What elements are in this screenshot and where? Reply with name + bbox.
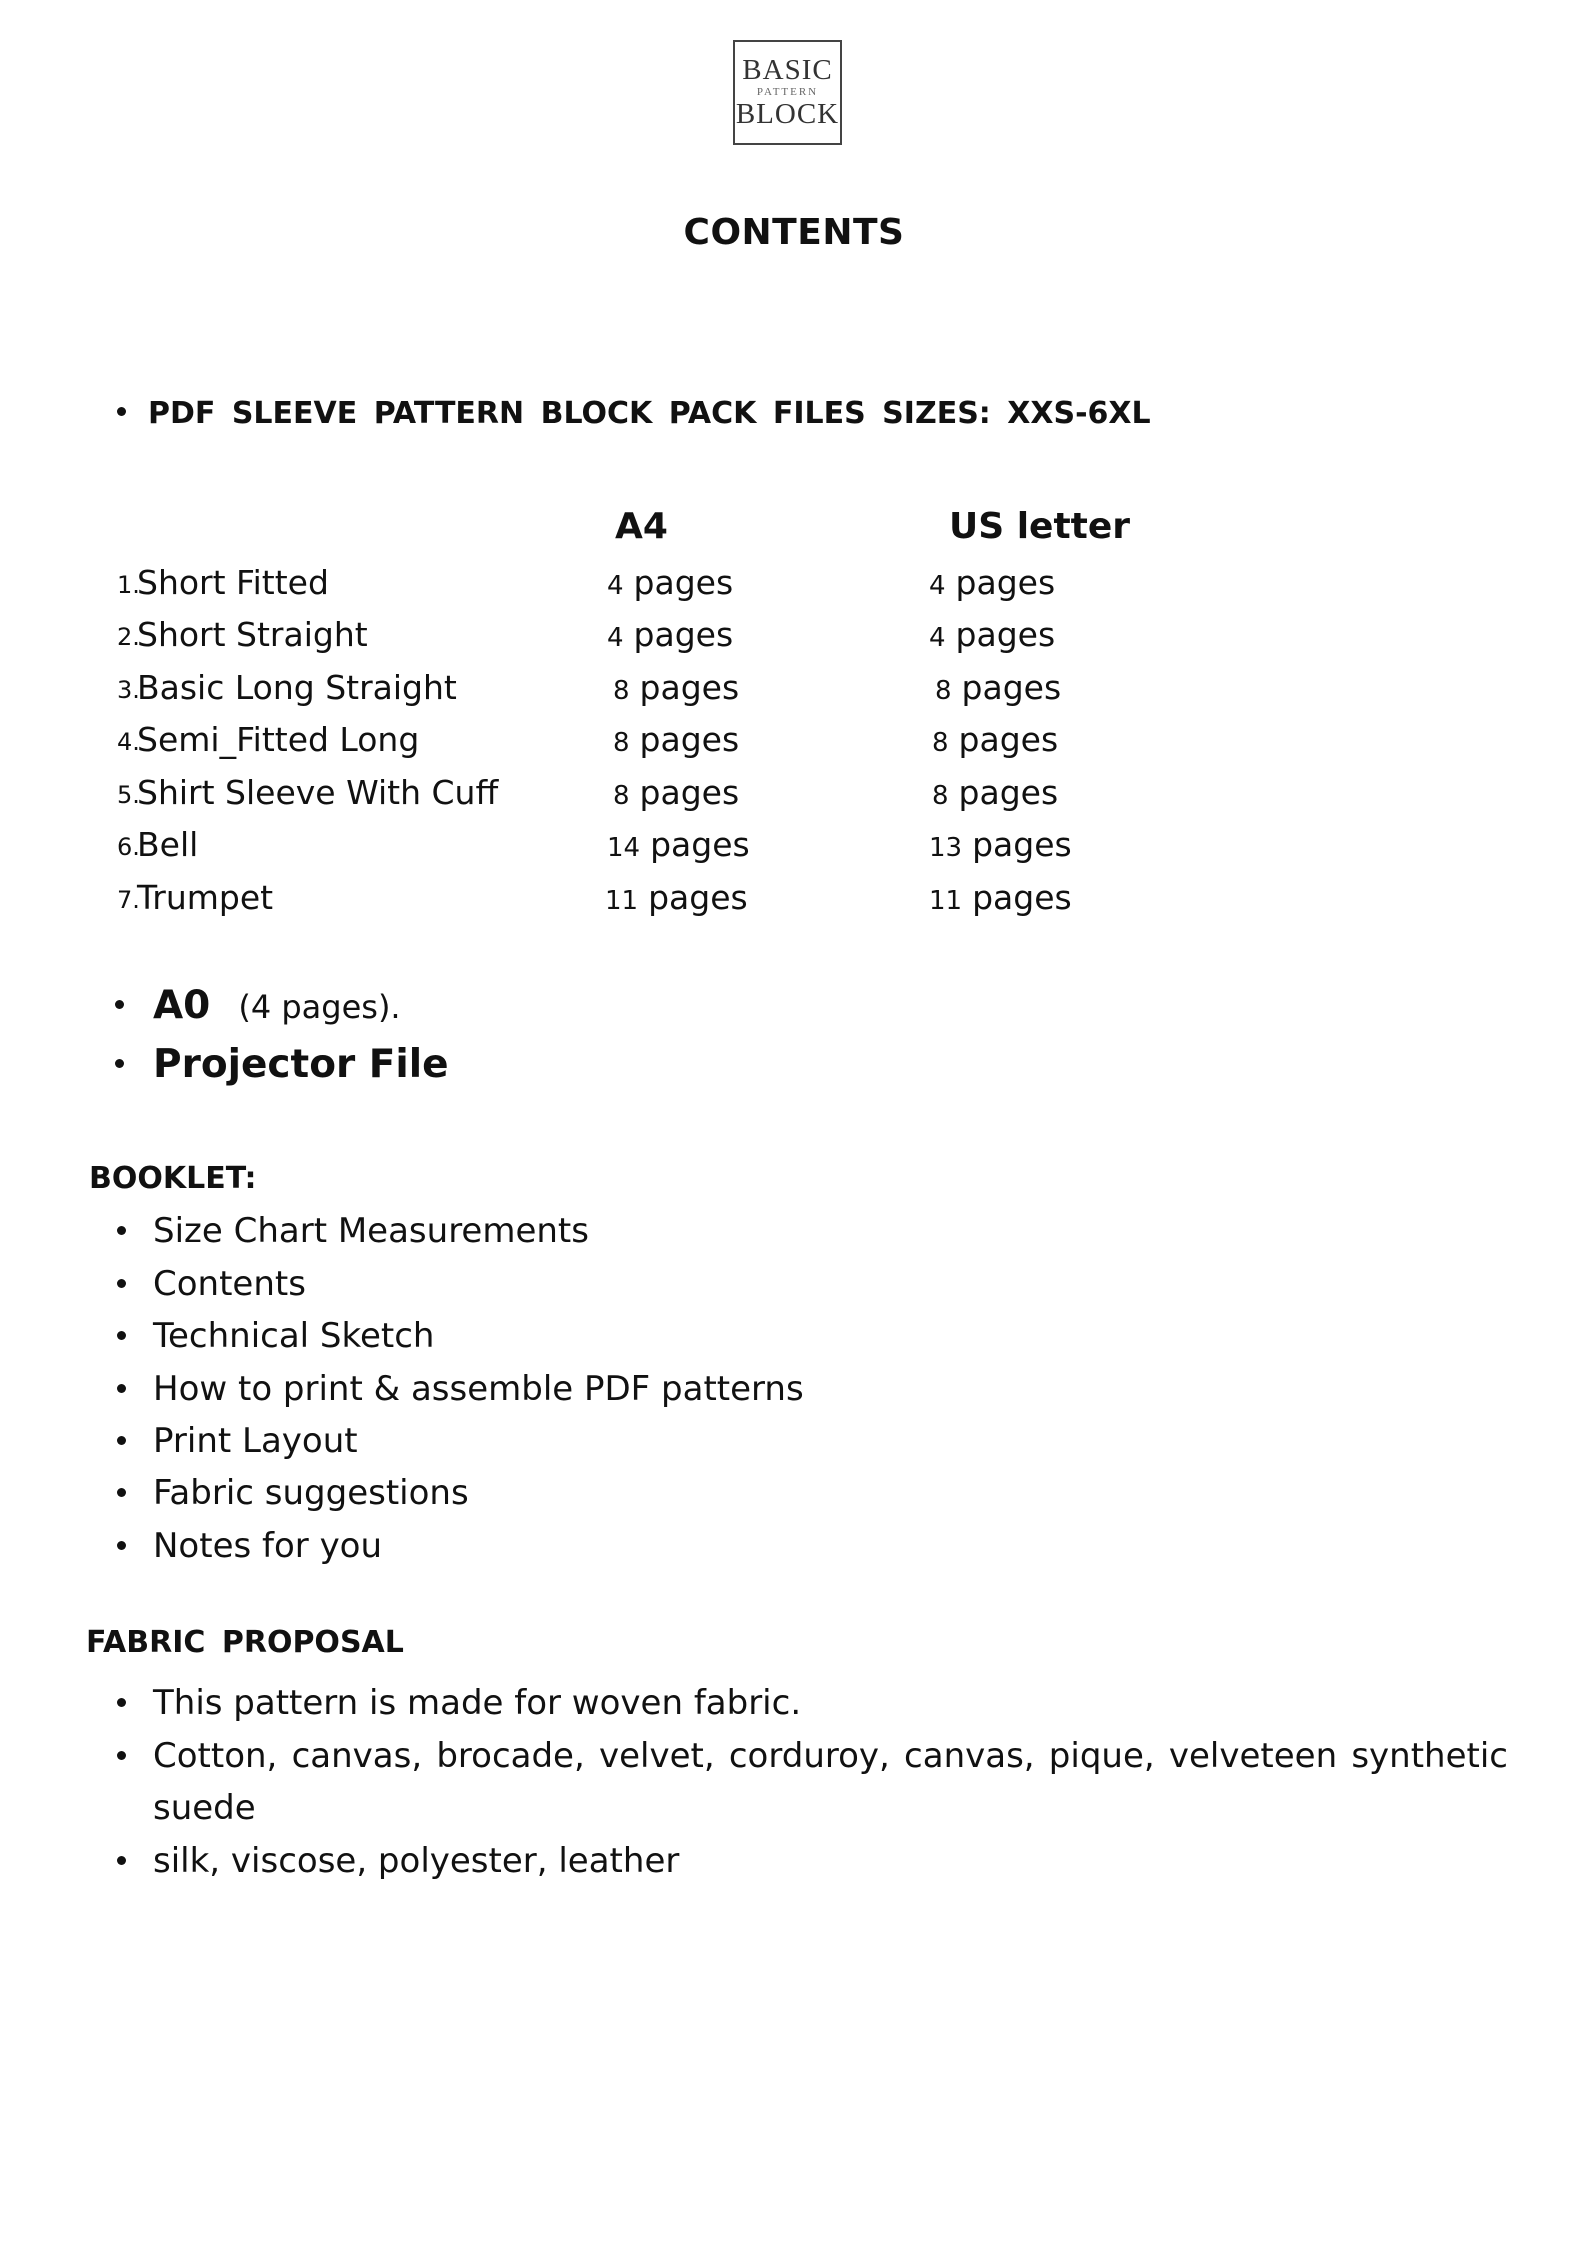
us-page-count: 8 <box>932 781 949 811</box>
list-item-text: Fabric suggestions <box>153 1473 469 1513</box>
us-page-unit: pages <box>955 615 1056 654</box>
a4-page-unit: pages <box>650 825 750 864</box>
bullet-icon <box>117 1751 126 1760</box>
us-pages <box>929 615 1055 654</box>
a4-page-count: 4 <box>607 571 624 601</box>
brand-logo <box>733 40 842 145</box>
list-item-text: How to print & assemble PDF patterns <box>153 1369 804 1409</box>
bullet-icon <box>117 1856 126 1865</box>
sleeve-name: Basic Long Straight <box>137 668 457 707</box>
row-number: 5. <box>117 781 140 809</box>
a4-page-count: 8 <box>613 781 630 811</box>
a4-pages <box>607 563 733 602</box>
table-row <box>0 720 1588 770</box>
us-page-count: 8 <box>932 728 949 758</box>
sleeve-name: Shirt Sleeve With Cuff <box>137 773 499 812</box>
row-number: 6. <box>117 833 140 861</box>
fabric-proposal-heading: FABRIC PROPOSAL <box>86 1625 404 1660</box>
us-page-unit: pages <box>955 563 1056 602</box>
sleeve-name: Bell <box>137 825 199 864</box>
row-number: 7. <box>117 886 140 914</box>
us-page-count: 4 <box>929 623 946 653</box>
us-page-unit: pages <box>972 878 1072 917</box>
us-page-count: 11 <box>929 886 963 916</box>
a4-page-unit: pages <box>648 878 748 917</box>
list-item-text: Contents <box>153 1264 306 1304</box>
a4-pages <box>607 825 750 864</box>
list-item-text: Size Chart Measurements <box>153 1211 589 1251</box>
sleeve-name: Trumpet <box>137 878 274 917</box>
us-page-unit: pages <box>961 668 1062 707</box>
a4-page-unit: pages <box>633 563 734 602</box>
list-item-text: Print Layout <box>153 1421 358 1461</box>
us-pages <box>932 720 1058 759</box>
table-row <box>0 825 1588 875</box>
bullet-icon <box>117 1331 126 1340</box>
us-pages <box>929 563 1055 602</box>
a4-pages <box>605 878 748 917</box>
a4-pages <box>613 773 739 812</box>
us-pages <box>935 668 1061 707</box>
a4-page-count: 4 <box>607 623 624 653</box>
list-item-text: silk, viscose, polyester, leather <box>153 1841 680 1881</box>
a4-page-count: 8 <box>613 728 630 758</box>
a4-page-count: 8 <box>613 676 630 706</box>
bullet-icon <box>117 1698 126 1707</box>
a4-page-count: 14 <box>607 833 641 863</box>
logo-line-basic: BASIC <box>742 54 833 86</box>
us-pages <box>929 825 1072 864</box>
projector-label: Projector File <box>153 1042 449 1087</box>
bullet-icon <box>117 1279 126 1288</box>
table-row <box>0 773 1588 823</box>
us-page-count: 13 <box>929 833 963 863</box>
bullet-icon <box>115 1059 124 1068</box>
logo-line-pattern: PATTERN <box>756 86 819 98</box>
a4-pages <box>607 615 733 654</box>
a0-bullet <box>153 983 401 1028</box>
logo-line-block: BLOCK <box>735 98 840 130</box>
us-page-unit: pages <box>972 825 1072 864</box>
row-number: 4. <box>117 728 140 756</box>
a4-page-unit: pages <box>633 615 734 654</box>
list-item-text: Cotton, canvas, brocade, velvet, corduroy, canvas, pique, velveteen synthetic suede <box>153 1736 1508 1828</box>
table-row <box>0 668 1588 718</box>
us-page-count: 4 <box>929 571 946 601</box>
sleeve-name: Short Fitted <box>137 563 329 602</box>
booklet-heading: BOOKLET: <box>89 1161 257 1196</box>
a4-page-unit: pages <box>639 773 740 812</box>
us-pages <box>929 878 1072 917</box>
a0-label: A0 <box>153 983 211 1028</box>
us-page-unit: pages <box>958 720 1059 759</box>
bullet-icon <box>117 1488 126 1497</box>
row-number: 3. <box>117 676 140 704</box>
us-page-count: 8 <box>935 676 952 706</box>
column-header-a4: A4 <box>615 506 668 547</box>
bullet-icon <box>117 1384 126 1393</box>
a4-page-count: 11 <box>605 886 639 916</box>
list-item-text: Notes for you <box>153 1526 383 1566</box>
projector-bullet <box>153 1042 449 1087</box>
row-number: 1. <box>117 571 140 599</box>
us-pages <box>932 773 1058 812</box>
pack-files-bullet <box>117 396 1151 431</box>
a4-page-unit: pages <box>639 720 740 759</box>
column-header-us-letter: US letter <box>949 506 1131 547</box>
list-item-text: Technical Sketch <box>153 1316 435 1356</box>
bullet-icon <box>115 1000 124 1009</box>
a4-pages <box>613 668 739 707</box>
bullet-icon <box>117 1226 126 1235</box>
a4-page-unit: pages <box>639 668 740 707</box>
bullet-icon <box>117 1436 126 1445</box>
table-row <box>0 563 1588 613</box>
a0-note: (4 pages). <box>238 988 401 1026</box>
row-number: 2. <box>117 623 140 651</box>
table-row <box>0 615 1588 665</box>
sleeve-name: Short Straight <box>137 615 368 654</box>
a4-pages <box>613 720 739 759</box>
bullet-icon <box>117 1541 126 1550</box>
bullet-icon <box>117 407 126 416</box>
sleeve-name: Semi_Fitted Long <box>137 720 420 759</box>
pack-files-text: PDF SLEEVE PATTERN BLOCK PACK FILES SIZES: XXS-6XL <box>148 396 1151 431</box>
table-row <box>0 878 1588 928</box>
list-item-text: This pattern is made for woven fabric. <box>153 1683 802 1723</box>
page-title: CONTENTS <box>683 212 905 253</box>
us-page-unit: pages <box>958 773 1059 812</box>
